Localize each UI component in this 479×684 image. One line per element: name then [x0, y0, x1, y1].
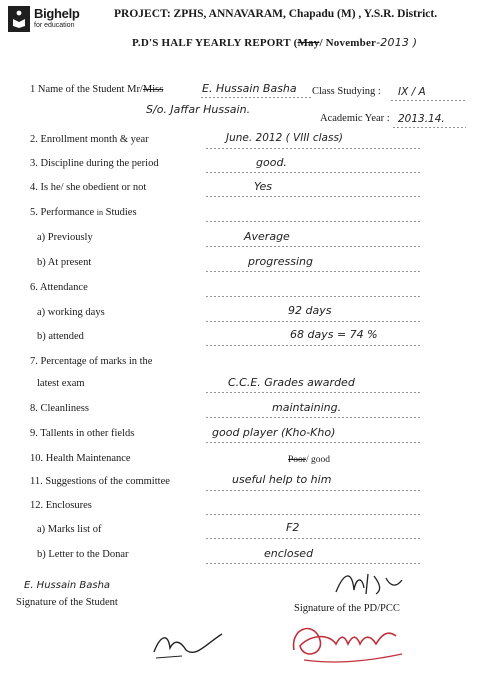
report-title: P.D'S HALF YEARLY REPORT (May/ November-2013 ): [132, 36, 418, 49]
logo-tagline: for education: [34, 22, 75, 29]
letter-donar-value: enclosed: [264, 547, 314, 560]
academic-year-value: 2013.14.: [398, 113, 445, 125]
enrollment-value: June. 2012 ( VIII class): [226, 132, 344, 144]
attended-value: 68 days = 74 %: [290, 328, 378, 341]
book-reader-icon: [10, 9, 28, 29]
discipline-value: good.: [256, 156, 287, 169]
class-dotted-line: [390, 100, 466, 101]
latest-exam-label: latest exam: [37, 378, 85, 389]
year-dotted-line: [392, 127, 466, 128]
letter-donar-label: b) Letter to the Donar: [37, 549, 129, 560]
committee-signature-scribble: [284, 610, 414, 668]
discipline-label: 3. Discipline during the period: [30, 158, 159, 169]
obedient-value: Yes: [254, 180, 273, 193]
student-signature-label: Signature of the Student: [16, 597, 118, 608]
previously-dotted-line: [205, 246, 420, 247]
cleanliness-value: maintaining.: [272, 401, 342, 414]
talents-label: 9. Tallents in other fields: [30, 428, 135, 439]
student-name-label: 1 Name of the Student Mr/Miss: [30, 84, 164, 95]
talents-dotted-line: [205, 442, 420, 443]
class-studying-label: Class Studying :: [312, 86, 381, 97]
previously-value: Average: [244, 230, 290, 243]
health-value: Poor/ good: [288, 455, 330, 465]
attended-label: b) attended: [37, 331, 84, 342]
report-struck-month: May: [297, 37, 320, 49]
marks-dotted-line: [205, 392, 420, 393]
present-dotted-line: [205, 271, 420, 272]
attended-dotted-line: [205, 345, 420, 346]
class-studying-value: IX / A: [398, 86, 426, 98]
attendance-label: 6. Attendance: [30, 282, 88, 293]
present-value: progressing: [248, 255, 313, 268]
father-name-value: S/o. Jaffar Hussain.: [146, 103, 251, 116]
cleanliness-dotted-line: [205, 417, 420, 418]
health-label: 10. Health Maintenance: [30, 453, 131, 464]
marks-value: C.C.E. Grades awarded: [228, 376, 355, 389]
logo-name: Bighelp: [34, 6, 80, 21]
discipline-dotted-line: [205, 172, 420, 173]
pd-signature-label: Signature of the PD/PCC: [294, 603, 400, 614]
pd-signature-scribble: [330, 566, 410, 602]
working-days-dotted-line: [205, 321, 420, 322]
working-days-value: 92 days: [288, 304, 332, 317]
suggestions-label: 11. Suggestions of the committee: [30, 476, 170, 487]
student-name-value: E. Hussain Basha: [202, 82, 297, 95]
enclosures-label: 12. Enclosures: [30, 500, 92, 511]
previously-label: a) Previously: [37, 232, 93, 243]
marks-percentage-label: 7. Percentage of marks in the: [30, 356, 153, 367]
working-days-label: a) working days: [37, 307, 105, 318]
performance-label: 5. Performance in Studies: [30, 207, 137, 218]
suggestions-value: useful help to him: [232, 473, 332, 486]
marks-list-label: a) Marks list of: [37, 524, 102, 535]
cleanliness-label: 8. Cleanliness: [30, 403, 89, 414]
enrollment-dotted-line: [205, 148, 420, 149]
report-year: -2013 ): [376, 36, 418, 49]
marks-list-dotted-line: [205, 538, 420, 539]
performance-dotted-line: [205, 221, 420, 222]
obedient-dotted-line: [205, 196, 420, 197]
suggestions-dotted-line: [205, 490, 420, 491]
project-title: PROJECT: ZPHS, ANNAVARAM, Chapadu (M) , Y.S.R. District.: [114, 8, 438, 20]
attendance-dotted-line: [205, 296, 420, 297]
present-label: b) At present: [37, 257, 92, 268]
enrollment-label: 2. Enrollment month & year: [30, 134, 149, 145]
letter-donar-dotted-line: [205, 563, 420, 564]
enclosures-dotted-line: [205, 514, 420, 515]
student-signature-scribble: [146, 622, 228, 664]
obedient-label: 4. Is he/ she obedient or not: [30, 182, 147, 193]
academic-year-label: Academic Year :: [320, 113, 390, 124]
marks-list-value: F2: [286, 521, 300, 534]
name-dotted-line: [200, 97, 312, 98]
student-signature-name: E. Hussain Basha: [24, 580, 111, 591]
talents-value: good player (Kho-Kho): [212, 426, 336, 439]
